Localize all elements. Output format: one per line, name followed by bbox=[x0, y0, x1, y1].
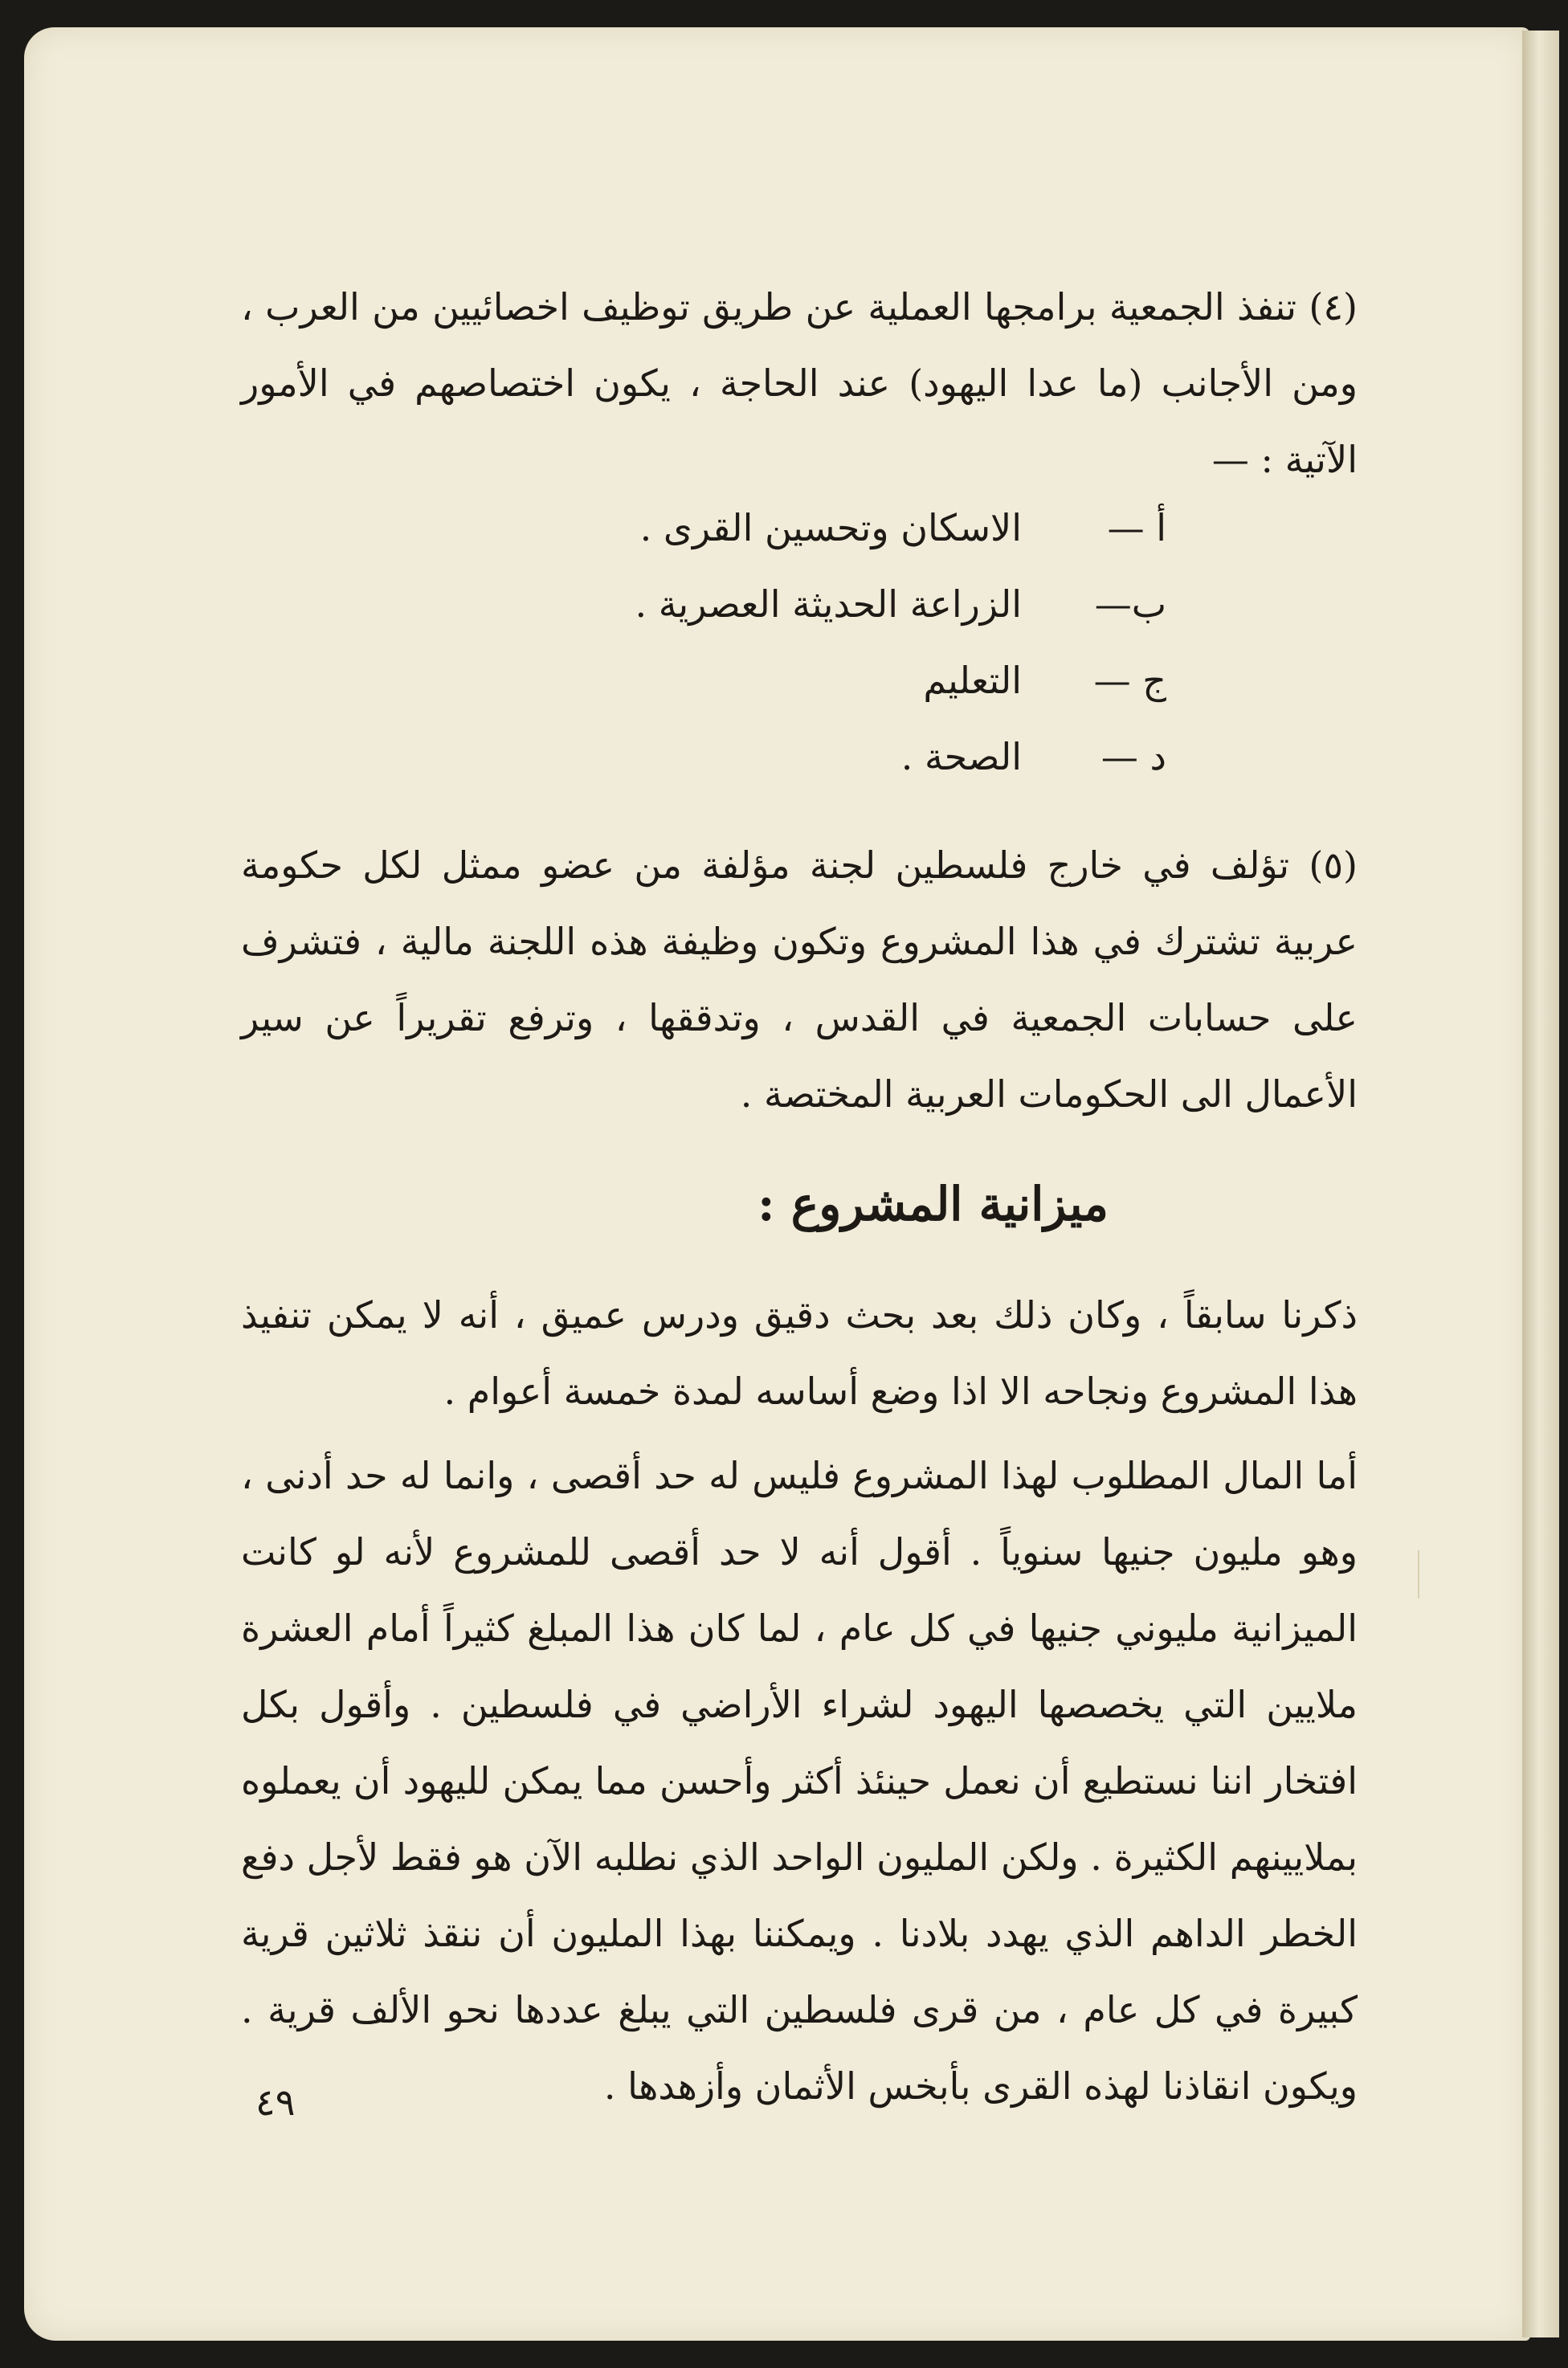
page-mark bbox=[1418, 1550, 1424, 1598]
item-letter: أ — bbox=[1107, 506, 1166, 549]
paragraph-5 bbox=[241, 827, 1358, 1133]
paragraph-budget-2-text: أما المال المطلوب لهذا المشروع فليس له حد أقصى ، وانما له حد أدنى ، وهو مليون جنيها سنوياً . أقول أنه لا حد أقصى للمشروع لأنه لو كانت الميزانية مليوني جنيها في كل عام ، لما كان هذا المبلغ كثيراً أمام العشرة ملايين التي يخصصها اليهود لشراء الأراضي في فلسطين . وأقول بكل افتخار اننا نستطيع أن نعمل حينئذ أكثر وأحسن مما يمكن لليهود أن يعملوه بملايينهم الكثيرة . ولكن المليون الواحد الذي نطلبه الآن هو فقط لأجل دفع الخطر الداهم الذي يهدد بلادنا . ويمكننا بهذا المليون أن ننقذ ثلاثين قرية كبيرة في كل عام ، من قرى فلسطين التي يبلغ عددها نحو الألف قرية . ويكون انقاذنا لهذه القرى بأبخس الأثمان وأزهدها . bbox=[241, 1454, 1358, 2108]
page-edge bbox=[1522, 31, 1559, 2337]
paragraph-5-text: (٥) تؤلف في خارج فلسطين لجنة مؤلفة من عضو ممثل لكل حكومة عربية تشترك في هذا المشروع وتكون وظيفة هذه اللجنة مالية ، فتشرف على حسابات الجمعية في القدس ، وتدققها ، وترفع تقريراً عن سير الأعمال الى الحكومات العربية المختصة . bbox=[241, 843, 1358, 1116]
list-item bbox=[524, 490, 1166, 566]
list-item bbox=[524, 566, 1166, 643]
paragraph-budget-1 bbox=[241, 1277, 1358, 1430]
section-heading: ميزانية المشروع : bbox=[757, 1177, 1109, 1231]
page-number: ٤٩ bbox=[255, 2080, 296, 2124]
item-text: التعليم bbox=[923, 659, 1022, 702]
item-text: الزراعة الحديثة العصرية . bbox=[635, 582, 1022, 626]
paragraph-4 bbox=[241, 269, 1358, 498]
list-item bbox=[524, 643, 1166, 719]
paragraph-budget-1-text: ذكرنا سابقاً ، وكان ذلك بعد بحث دقيق ودرس عميق ، أنه لا يمكن تنفيذ هذا المشروع ونجاحه الا اذا وضع أساسه لمدة خمسة أعوام . bbox=[241, 1293, 1358, 1413]
item-letter: ب— bbox=[1094, 582, 1166, 626]
item-text: الصحة . bbox=[900, 735, 1022, 778]
paragraph-budget-2 bbox=[241, 1438, 1358, 2125]
item-text: الاسكان وتحسين القرى . bbox=[639, 506, 1022, 549]
item-letter: ج — bbox=[1093, 659, 1166, 702]
list-item bbox=[524, 719, 1166, 795]
item-letter: د — bbox=[1100, 735, 1166, 778]
item-list bbox=[524, 490, 1166, 795]
paragraph-4-text: (٤) تنفذ الجمعية برامجها العملية عن طريق توظيف اخصائيين من العرب ، ومن الأجانب (ما عدا اليهود) عند الحاجة ، يكون اختصاصهم في الأمور الآتية : — bbox=[241, 285, 1358, 481]
